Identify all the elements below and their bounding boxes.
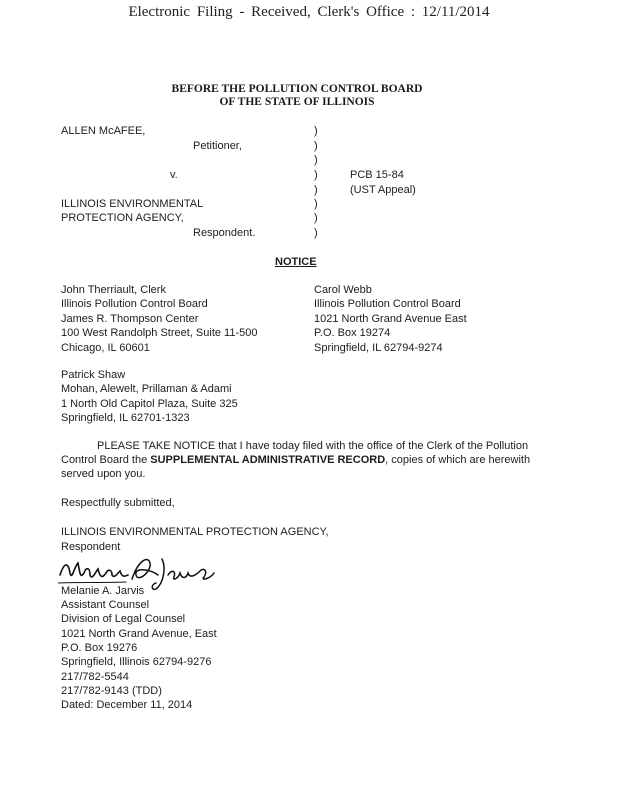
address-third-line: Springfield, IL 62701-1323	[61, 412, 190, 424]
address-right-line: Springfield, IL 62794-9274	[314, 342, 443, 354]
document-name: SUPPLEMENTAL ADMINISTRATIVE RECORD	[150, 454, 386, 466]
signer-line: Melanie A. Jarvis	[61, 585, 145, 597]
address-left-line: 100 West Randolph Street, Suite 11-500	[61, 327, 258, 339]
address-left-line: James R. Thompson Center	[61, 313, 199, 325]
respondent-line2: PROTECTION AGENCY,	[61, 212, 184, 224]
address-right-line: 1021 North Grand Avenue East	[314, 313, 467, 325]
address-third-line: 1 North Old Capitol Plaza, Suite 325	[61, 398, 238, 410]
address-third-line: Patrick Shaw	[61, 369, 126, 381]
case-number: PCB 15-84	[350, 169, 404, 181]
signer-line: 1021 North Grand Avenue, East	[61, 628, 217, 640]
versus-label: v.	[170, 169, 178, 181]
petitioner-role: Petitioner,	[193, 140, 242, 152]
respondent-role: Respondent.	[193, 227, 256, 239]
address-left-line: John Therriault, Clerk	[61, 284, 166, 296]
address-right-line: Illinois Pollution Control Board	[314, 298, 461, 310]
caption-paren: )	[314, 169, 318, 181]
electronic-filing-stamp: Electronic Filing - Received, Clerk's Office : 12/11/2014	[128, 4, 490, 20]
address-third-line: Mohan, Alewelt, Prillaman & Adami	[61, 383, 232, 395]
petitioner-name: ALLEN McAFEE,	[61, 125, 146, 137]
caption-paren: )	[314, 198, 318, 210]
date-line: Dated: December 11, 2014	[61, 699, 193, 711]
address-right-line: P.O. Box 19274	[314, 327, 391, 339]
address-right-line: Carol Webb	[314, 284, 372, 296]
notice-title: NOTICE	[275, 256, 317, 268]
address-left-line: Illinois Pollution Control Board	[61, 298, 208, 310]
notice-body-line3: served upon you.	[61, 468, 146, 480]
agency-name: ILLINOIS ENVIRONMENTAL PROTECTION AGENCY,	[61, 526, 329, 538]
caption-paren: )	[314, 125, 318, 137]
notice-body-text: , copies of which are herewith	[385, 454, 531, 466]
signer-line: Assistant Counsel	[61, 599, 150, 611]
caption-paren: )	[314, 184, 318, 196]
notice-body-line1: PLEASE TAKE NOTICE that I have today filed with the office of the Clerk of the Pollution	[97, 440, 529, 452]
signer-line: Division of Legal Counsel	[61, 613, 186, 625]
notice-body-line2	[61, 453, 530, 468]
case-type: (UST Appeal)	[350, 184, 416, 196]
closing: Respectfully submitted,	[61, 497, 175, 509]
respondent-line1: ILLINOIS ENVIRONMENTAL	[61, 198, 204, 210]
signer-line: 217/782-5544	[61, 671, 129, 683]
caption-paren: )	[314, 227, 318, 239]
board-title-line2: OF THE STATE OF ILLINOIS	[219, 96, 375, 108]
notice-body-text: Control Board the	[61, 454, 151, 466]
caption-paren: )	[314, 154, 318, 166]
signer-line: P.O. Box 19276	[61, 642, 138, 654]
board-title-line1: BEFORE THE POLLUTION CONTROL BOARD	[171, 83, 423, 95]
caption-paren: )	[314, 140, 318, 152]
signer-line: Springfield, Illinois 62794-9276	[61, 656, 212, 668]
address-left-line: Chicago, IL 60601	[61, 342, 150, 354]
signer-line: 217/782-9143 (TDD)	[61, 685, 162, 697]
caption-paren: )	[314, 212, 318, 224]
agency-role: Respondent	[61, 541, 121, 553]
